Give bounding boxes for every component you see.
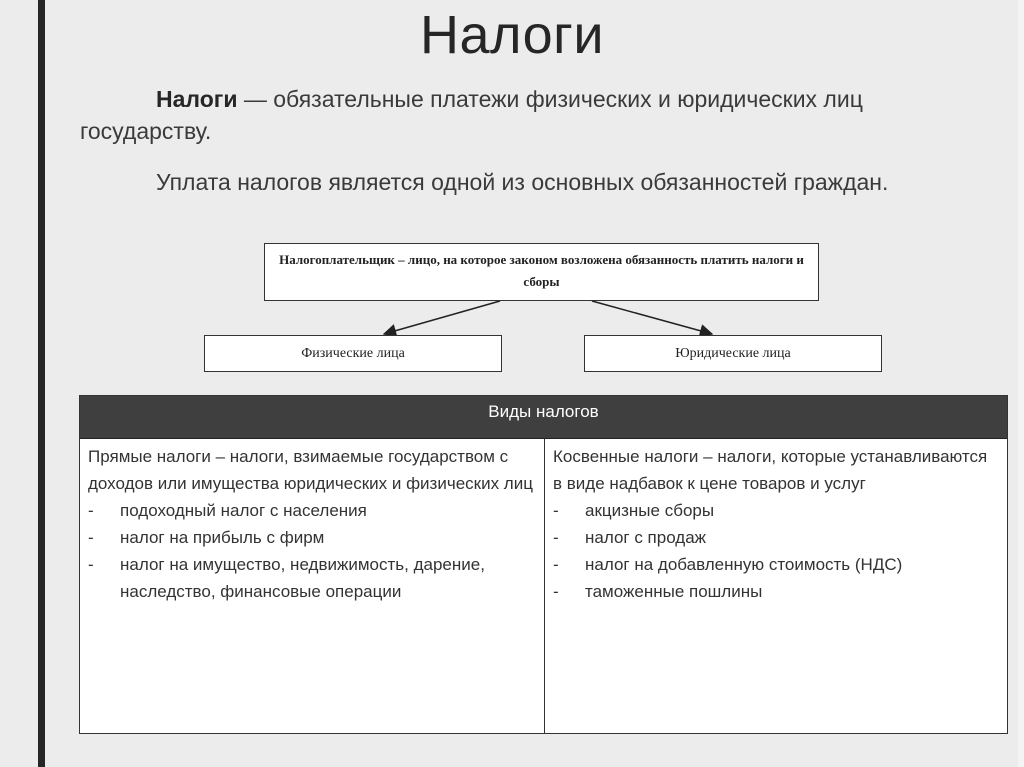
list-item-text: налог с продаж <box>585 528 707 547</box>
list-item <box>88 551 536 605</box>
list-marker: - <box>88 501 94 520</box>
list-item-text: подоходный налог с населения <box>120 501 367 520</box>
list-marker: - <box>553 501 559 520</box>
arrow-to-individuals <box>384 301 500 334</box>
indirect-taxes-intro: Косвенные налоги – налоги, которые устанавливаются в виде надбавок к цене товаров и услуг <box>553 447 988 493</box>
list-item-text: налог на добавленную стоимость (НДС) <box>585 555 903 574</box>
individuals-box: Физические лица <box>204 335 502 372</box>
list-item <box>553 524 999 551</box>
list-marker: - <box>553 555 559 574</box>
list-item-text: налог на имущество, недвижимость, дарение, наследство, финансовые операции <box>120 555 485 601</box>
list-item <box>88 524 536 551</box>
taxpayer-definition-box: Налогоплательщик – лицо, на которое законом возложена обязанность платить налоги и сборы <box>264 243 819 301</box>
statement-paragraph: Уплата налогов является одной из основных обязанностей граждан. <box>156 169 889 195</box>
list-item <box>88 497 536 524</box>
indirect-taxes-cell <box>545 439 1007 734</box>
definition-text: — обязательные платежи физических и юридических лиц государству. <box>80 86 863 144</box>
list-item <box>553 578 999 605</box>
list-item <box>553 497 999 524</box>
direct-taxes-cell <box>80 439 545 734</box>
slide-title: Налоги <box>419 5 605 65</box>
list-marker: - <box>88 528 94 547</box>
list-item-text: налог на прибыль с фирм <box>120 528 325 547</box>
list-marker: - <box>553 582 559 601</box>
definition-term: Налоги <box>156 86 238 112</box>
list-item <box>553 551 999 578</box>
list-item-text: таможенные пошлины <box>585 582 763 601</box>
table-header: Виды налогов <box>80 396 1007 439</box>
arrow-to-legal-entities <box>592 301 712 334</box>
legal-entities-box: Юридические лица <box>584 335 882 372</box>
tax-types-table <box>79 395 1008 734</box>
direct-taxes-intro: Прямые налоги – налоги, взимаемые государством с доходов или имущества юридических и физических лиц <box>88 447 533 493</box>
list-marker: - <box>88 555 94 574</box>
list-item-text: акцизные сборы <box>585 501 715 520</box>
list-marker: - <box>553 528 559 547</box>
